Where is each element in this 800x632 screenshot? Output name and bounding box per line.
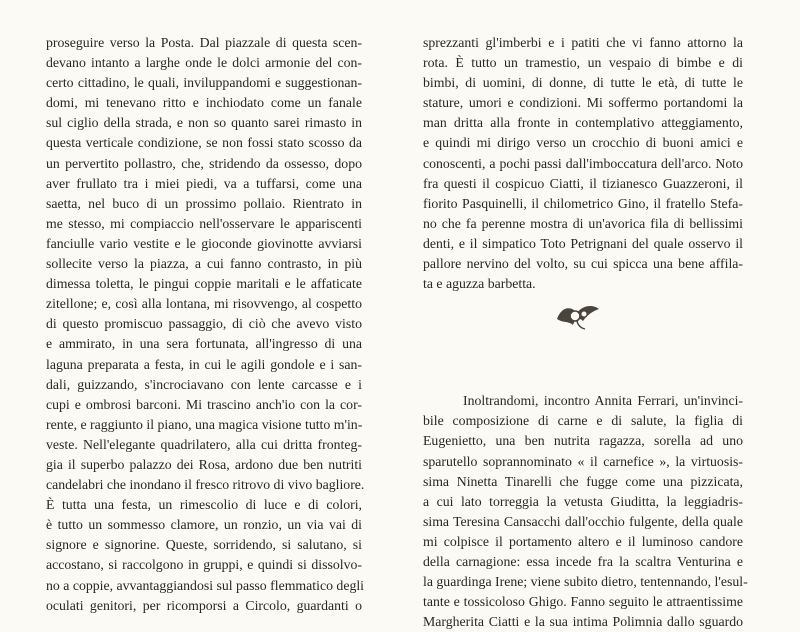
text-line: gia il superbo palazzo dei Rosa, ardono due ben nutriti (46, 456, 362, 472)
text-line: fra questi il cospicuo Ciatti, il tizianesco Guazzeroni, il (423, 175, 743, 191)
text-line: ta e aguzza barbetta. (423, 276, 536, 292)
text-line: questa verticale condizione, se non fossi stato scosso da (46, 135, 362, 151)
text-line: pallore nervino del volto, su cui spicca una bene affila- (423, 256, 743, 272)
text-line: signore e signorine. Queste, sorridendo, si salutano, si (46, 537, 362, 553)
text-line: domi, mi tenevano ritto e inchiodato come un fanale (46, 95, 362, 111)
text-line: accostano, si raccolgono in gruppi, e quindi si dissolvo- (46, 557, 362, 573)
text-line: devano intanto a larghe onde le dolci armonie del con- (46, 55, 362, 71)
text-line: zitellone; e, così alla lontana, mi risovvengo, al cospetto (46, 296, 362, 312)
text-line: la guardinga Irene; viene subito dietro, tentennando, l'esul- (423, 574, 748, 590)
text-line: candelabri che inondano il fresco ritrovo di vivo bagliore. (46, 477, 365, 493)
text-line: È tutta una festa, un rimescolio di luce e di colori, (46, 497, 362, 513)
text-line: veste. Nell'elegante quadrilatero, alla cui dritta fronteg- (46, 436, 362, 452)
right-page-top-text (423, 33, 743, 294)
text-line: fanciulle vario vestite e le gioconde giovinotte avviarsi (46, 235, 362, 251)
text-line: sparutello soprannominato « il carnefice », la virtuosis- (423, 453, 743, 469)
text-line: oculati genitori, per ricomporsi a Circolo, guardanti o (46, 597, 362, 613)
text-line: e quindi mi dirigo verso un crocchio di buoni amici e (423, 135, 743, 151)
right-page-bottom-text (423, 391, 748, 632)
text-line: cupi e ombrosi barconi. Mi trascino anch'io con la cor- (46, 396, 362, 412)
text-line: certo cittadino, le quali, inviluppandomi e suggestionan- (46, 75, 362, 91)
text-line: sima Teresina Cansacchi dall'occhio fulgente, della quale (423, 513, 743, 529)
text-line: a cui lato torreggia la vetusta Giuditta, la leggiadris- (423, 493, 743, 509)
text-line: rota. È tutto un tramestio, un vespaio di bimbe e di (423, 55, 743, 71)
text-line: me stesso, mi compiaccio nell'osservare le appariscenti (46, 215, 362, 231)
text-line: denti, e il simpatico Toto Petrignani del quale osservo il (423, 235, 743, 251)
left-page (46, 33, 365, 616)
text-line: no a coppie, avvantaggiandosi sul passo flemmatico degli (46, 577, 365, 593)
text-line: dali, guizzando, s'incrociavano con lente carcasse e i (46, 376, 362, 392)
text-line: stature, umori e condizioni. Mi soffermo portandomi la (423, 95, 743, 111)
text-line: rente, e raggiunto il piano, una magica visione tutto m'in- (46, 416, 363, 432)
text-line: no che fa perenne mostra di un'avorica fila di bellissimi (423, 215, 743, 231)
text-line: saetta, nel buco di un prossimo pollaio. Rientrato in (46, 195, 362, 211)
text-line: proseguire verso la Posta. Dal piazzale di questa scen- (46, 35, 362, 50)
text-line: fiorito Pasquinelli, il chilometrico Gino, il fratello Stefa- (423, 195, 743, 211)
text-line: e ammirato, in una sera fortunata, all'ingresso di una (46, 336, 362, 352)
text-line: laguna preparata a festa, in cui le agili gondole e i san- (46, 356, 362, 372)
text-line: sollecite verso la piazza, a cui fanno contrasto, in più (46, 256, 362, 272)
text-line: Inoltrandomi, incontro Annita Ferrari, un'invinci- (463, 393, 743, 409)
text-line: Eugenietto, una ben nutrita ragazza, sorella ad uno (423, 433, 743, 449)
text-line: di questo promiscuo passaggio, di ciò che avevo visto (46, 316, 362, 332)
text-line: Margherita Ciatti e la sua intima Polimnia dallo sguardo (423, 614, 743, 630)
fleuron-ornament-icon (551, 299, 603, 331)
text-line: man dritta alla fronte in contemplativo atteggiamento, (423, 115, 743, 131)
text-line: sprezzanti gl'imberbi e i patiti che vi fanno attorno la (423, 35, 743, 50)
text-line: sima Ninetta Tinarelli che fugge come una pizzicata, (423, 473, 743, 489)
text-line: bimbi, di uomini, di donne, di tutte le età, di tutte le (423, 75, 743, 91)
text-line: un pervertito pollastro, che, stridendo da ossesso, dopo (46, 155, 362, 171)
text-line: dimessa toletta, le pingui coppie maritali e le affaticate (46, 276, 362, 292)
text-line: è tutto un sommesso clamore, un ronzio, un via vai di (46, 517, 362, 533)
right-page (423, 33, 748, 632)
text-line: conoscenti, a pochi passi dall'imboccatura dell'arco. Noto (423, 155, 743, 171)
text-line: sul ciglio della strada, e non so quanto sarei rimasto in (46, 115, 362, 131)
text-line: mi colpisce il portamento altero e il luminoso candore (423, 533, 743, 549)
text-line: bile composizione di carne e di salute, la figlia di (423, 413, 743, 429)
text-line: aver frullato tra i miei piedi, va a tuffarsi, come una (46, 175, 362, 191)
text-line: della carnagione: essa incede fra la scaltra Venturina e (423, 553, 743, 569)
text-line: tante e tossicoloso Ghigo. Fanno seguito le attraentissime (423, 594, 743, 610)
